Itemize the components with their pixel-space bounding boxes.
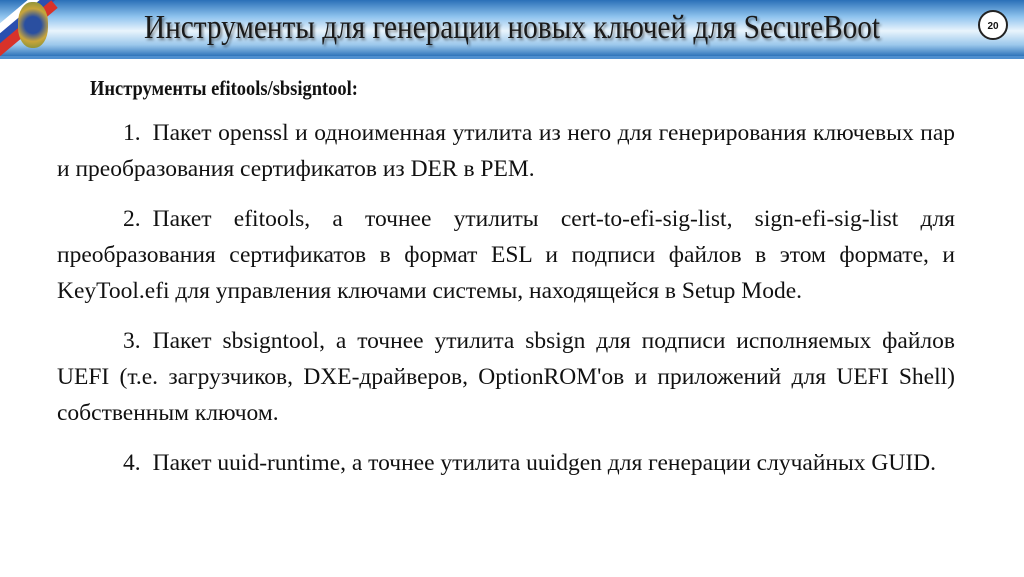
item-number: 3.	[123, 328, 141, 354]
emblem-logo	[18, 2, 48, 48]
item-number: 2.	[123, 206, 141, 232]
slide-header	[0, 0, 1024, 56]
item-text: Пакет uuid-runtime, а точнее утилита uuidgen для генерации случайных GUID.	[152, 450, 937, 476]
item-number: 4.	[123, 450, 141, 476]
item-text: Пакет sbsigntool, а точнее утилита sbsign для подписи исполняемых файлов UEFI (т.е. загрузчиков, DXE-драйверов, OptionROM'ов и приложений для UEFI Shell) собственным ключом.	[57, 328, 955, 426]
section-subtitle: Инструменты efitools/sbsigntool:	[90, 76, 358, 100]
item-text: Пакет openssl и одноименная утилита из него для генерирования ключевых пар и преобразования сертификатов из DER в PEM.	[57, 120, 955, 182]
list-item	[57, 115, 955, 187]
list-item	[57, 323, 955, 431]
page-number: 20	[978, 10, 1008, 40]
list-item	[57, 445, 955, 481]
item-number: 1.	[123, 120, 141, 146]
header-divider	[0, 56, 1024, 59]
slide-content	[57, 70, 955, 481]
item-text: Пакет efitools, а точнее утилиты cert-to-efi-sig-list, sign-efi-sig-list для преобразования сертификатов в формат ESL и подписи файлов в этом формате, и KeyTool.efi для управления ключами системы, находящейся в Setup Mode.	[57, 206, 955, 304]
list-item	[57, 201, 955, 309]
slide-title: Инструменты для генерации новых ключей для SecureBoot	[144, 9, 880, 46]
